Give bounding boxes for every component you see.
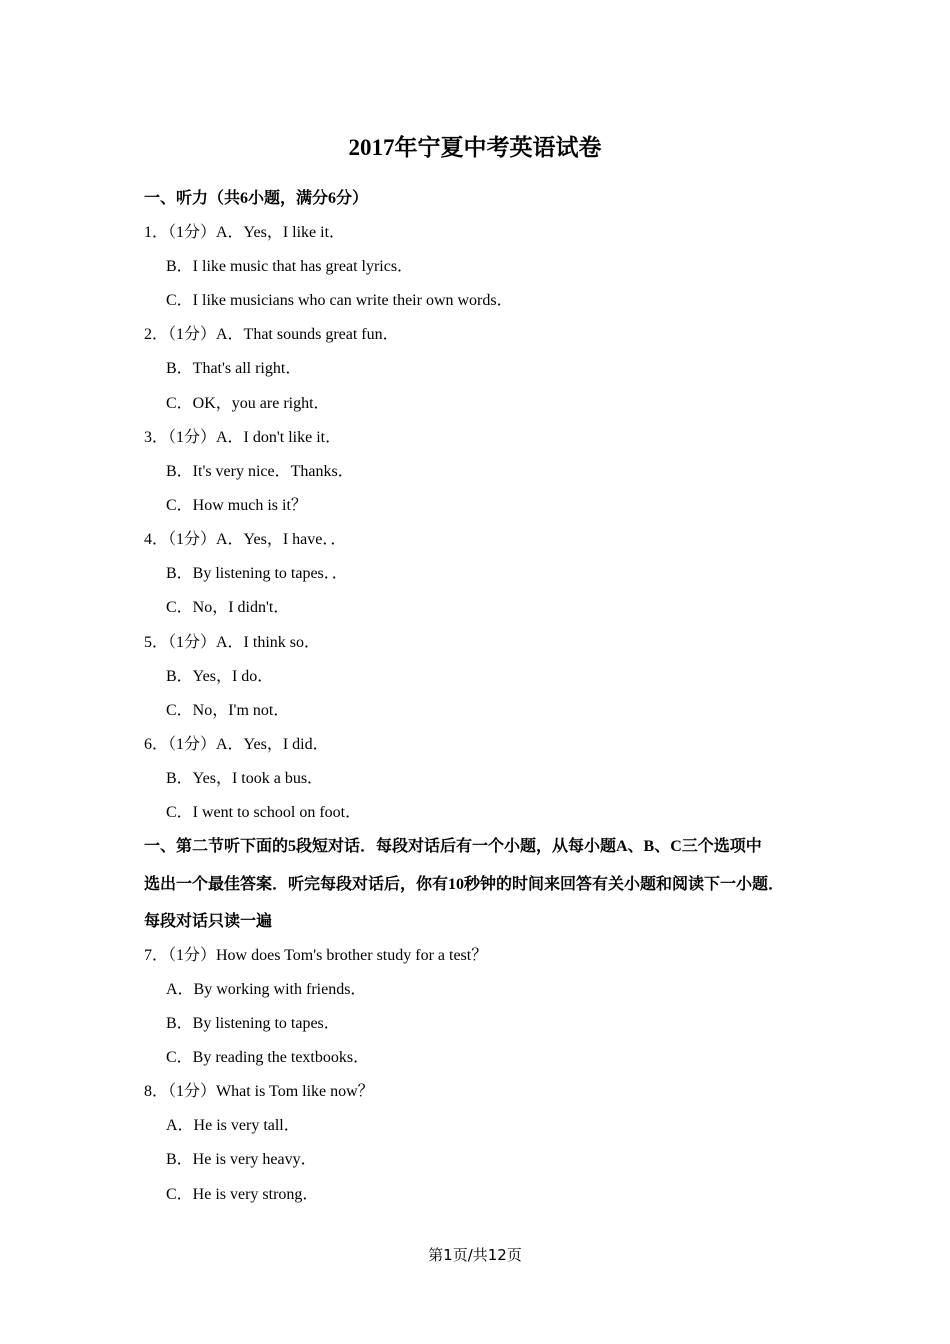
question-5-option-c: C．No，I'm not． [166,702,290,719]
question-7-option-a: A．By working with friends． [166,981,367,998]
question-5-option-b: B．Yes，I do． [166,668,274,685]
section-2-heading-line-3: 每段对话只读一遍 [144,913,273,930]
question-7-stem: 7．（1分）How does Tom's brother study for a test？ [144,947,488,964]
question-4-stem: 4．（1分）A．Yes，I have．． [144,531,347,548]
question-7-option-c: C．By reading the textbooks． [166,1049,370,1066]
question-2-option-b: B．That's all right． [166,360,302,377]
question-6-stem: 6．（1分）A．Yes，I did． [144,736,329,753]
question-1-option-b: B．I like music that has great lyrics． [166,258,414,275]
question-4-option-b: B．By listening to tapes．． [166,565,348,582]
question-6-option-b: B．Yes，I took a bus． [166,770,324,787]
question-8-option-a: A．He is very tall． [166,1117,300,1134]
page-title: 2017年宁夏中考英语试卷 [348,135,602,160]
section-2-heading-line-1: 一、第二节听下面的5段短对话．每段对话后有一个小题，从每小题A、B、C三个选项中 [144,838,762,855]
question-8-option-b: B．He is very heavy． [166,1151,317,1168]
question-5-stem: 5．（1分）A．I think so． [144,634,321,651]
question-1-option-c: C．I like musicians who can write their own words． [166,292,513,309]
question-7-option-b: B．By listening to tapes． [166,1015,340,1032]
question-8-option-c: C．He is very strong． [166,1186,319,1203]
question-8-stem: 8．（1分）What is Tom like now？ [144,1083,374,1100]
question-3-option-b: B．It's very nice．Thanks． [166,463,354,480]
question-1-stem: 1．（1分）A．Yes，I like it． [144,224,346,241]
question-2-stem: 2．（1分）A．That sounds great fun． [144,326,399,343]
page-footer: 第1页/共12页 [428,1246,522,1264]
question-3-stem: 3．（1分）A．I don't like it． [144,429,342,446]
section-1-heading: 一、听力（共6小题，满分6分） [144,190,369,207]
section-2-heading-line-2: 选出一个最佳答案．听完每段对话后，你有10秒钟的时间来回答有关小题和阅读下一小题． [144,876,785,893]
question-2-option-c: C．OK，you are right． [166,395,330,412]
question-6-option-c: C．I went to school on foot． [166,804,362,821]
question-4-option-c: C．No，I didn't． [166,599,290,616]
question-3-option-c: C．How much is it？ [166,497,307,514]
